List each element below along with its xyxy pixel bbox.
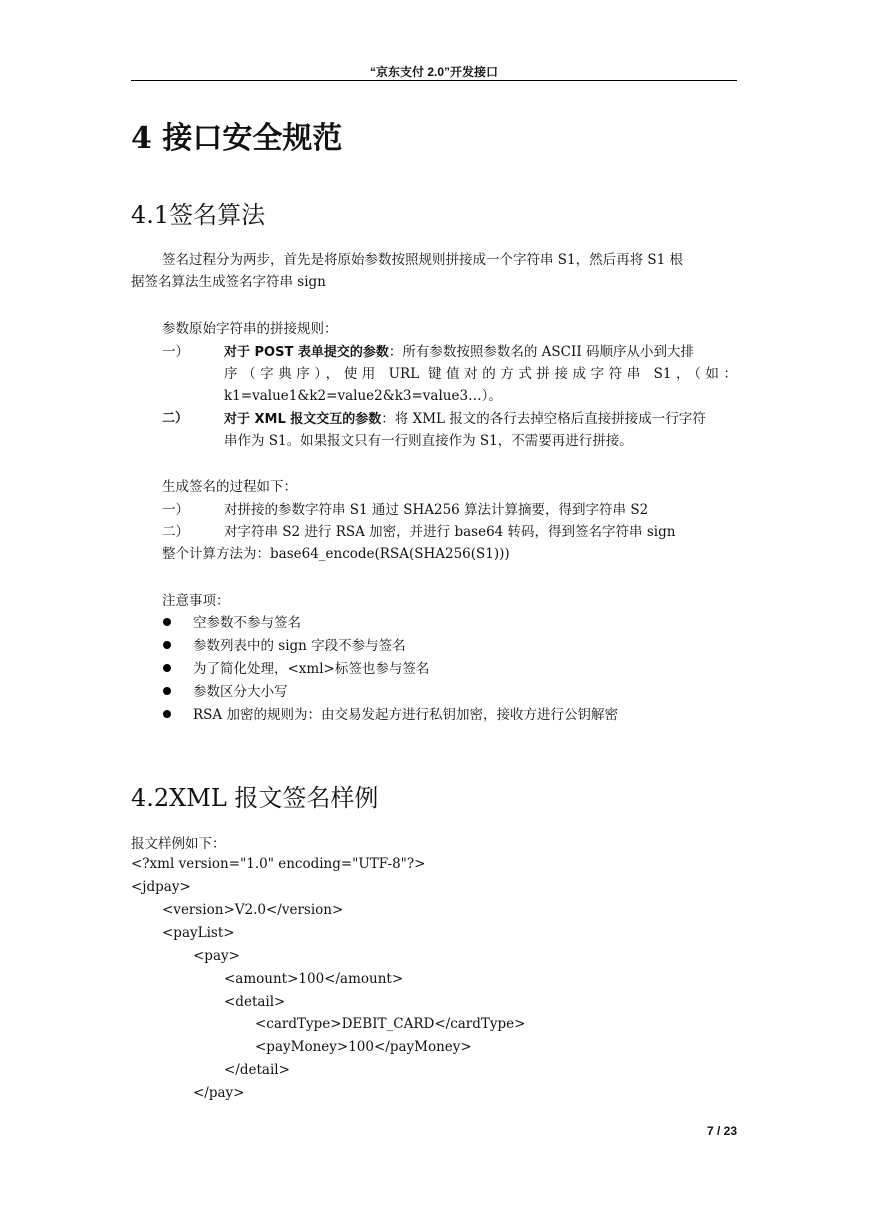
section-title-xml-sample: 4.2XML 报文签名样例	[131, 784, 379, 812]
code-line: <cardType>DEBIT_CARD</cardType>	[255, 1016, 526, 1032]
rule-1-line-2: 序（字典序），使用 URL 键值对的方式拼接成字符串 S1，（如：	[224, 366, 737, 382]
section-title-signature-algorithm: 4.1签名算法	[131, 201, 266, 229]
rules-heading: 参数原始字符串的拼接规则：	[162, 321, 338, 337]
rule-1-marker: 一）	[162, 344, 189, 360]
process-heading: 生成签名的过程如下：	[162, 479, 297, 495]
formula-line: 整个计算方法为：base64_encode(RSA(SHA256(S1)))	[162, 546, 510, 562]
step-2-marker: 二）	[162, 524, 189, 540]
sample-intro: 报文样例如下：	[131, 836, 226, 852]
code-line: <payList>	[162, 925, 235, 941]
bullet-icon	[163, 687, 171, 695]
rule-1-bold: 对于 POST 表单提交的参数	[224, 345, 389, 360]
rule-2-line-1	[224, 408, 706, 431]
rule-1-line-3: k1=value1&k2=value2&k3=value3…）。	[224, 388, 502, 404]
bullet-icon	[163, 641, 171, 649]
code-line: </pay>	[193, 1085, 245, 1101]
running-header: “京东支付 2.0”开发接口	[369, 65, 499, 79]
rule-2-colon: ：	[381, 411, 395, 427]
step-1-marker: 一）	[162, 502, 189, 518]
code-line: <detail>	[224, 994, 286, 1010]
rule-1-line-1	[224, 341, 694, 364]
intro-line-1: 签名过程分为两步，首先是将原始参数按照规则拼接成一个字符串 S1，然后再将 S1 根	[162, 252, 684, 268]
step-1-text: 对拼接的参数字符串 S1 通过 SHA256 算法计算摘要，得到字符串 S2	[224, 502, 649, 518]
chapter-title: 4 接口安全规范	[131, 121, 343, 156]
bullet-icon	[163, 710, 171, 718]
rule-2-bold: 对于 XML 报文交互的参数	[224, 412, 382, 427]
note-item: 参数列表中的 sign 字段不参与签名	[193, 638, 406, 654]
page-number: 7 / 23	[706, 1124, 737, 1138]
rule-2-line-2: 串作为 S1。如果报文只有一行则直接作为 S1，不需要再进行拼接。	[224, 433, 633, 449]
code-line: <jdpay>	[131, 879, 191, 895]
code-line: <amount>100</amount>	[224, 971, 404, 987]
rule-2-text-1: 将 XML 报文的各行去掉空格后直接拼接成一行字符	[394, 411, 706, 427]
code-line: </detail>	[224, 1062, 290, 1078]
code-line: <pay>	[193, 948, 240, 964]
bullet-icon	[163, 664, 171, 672]
note-item: RSA 加密的规则为：由交易发起方进行私钥加密，接收方进行公钥解密	[193, 707, 618, 723]
note-item: 空参数不参与签名	[193, 615, 301, 631]
code-line: <version>V2.0</version>	[162, 902, 344, 918]
notes-heading: 注意事项：	[162, 593, 230, 609]
bullet-icon	[163, 618, 171, 626]
step-2-text: 对字符串 S2 进行 RSA 加密，并进行 base64 转码，得到签名字符串 sign	[224, 524, 676, 540]
note-item: 为了简化处理，<xml>标签也参与签名	[193, 661, 430, 677]
code-line: <payMoney>100</payMoney>	[255, 1039, 472, 1055]
code-line: <?xml version="1.0" encoding="UTF-8"?>	[131, 856, 426, 872]
header-divider	[131, 80, 737, 81]
note-item: 参数区分大小写	[193, 684, 288, 700]
intro-line-2: 据签名算法生成签名字符串 sign	[131, 274, 326, 290]
rule-2-marker: 二）	[162, 411, 189, 426]
rule-1-text-1: ：所有参数按照参数名的 ASCII 码顺序从小到大排	[388, 344, 694, 360]
